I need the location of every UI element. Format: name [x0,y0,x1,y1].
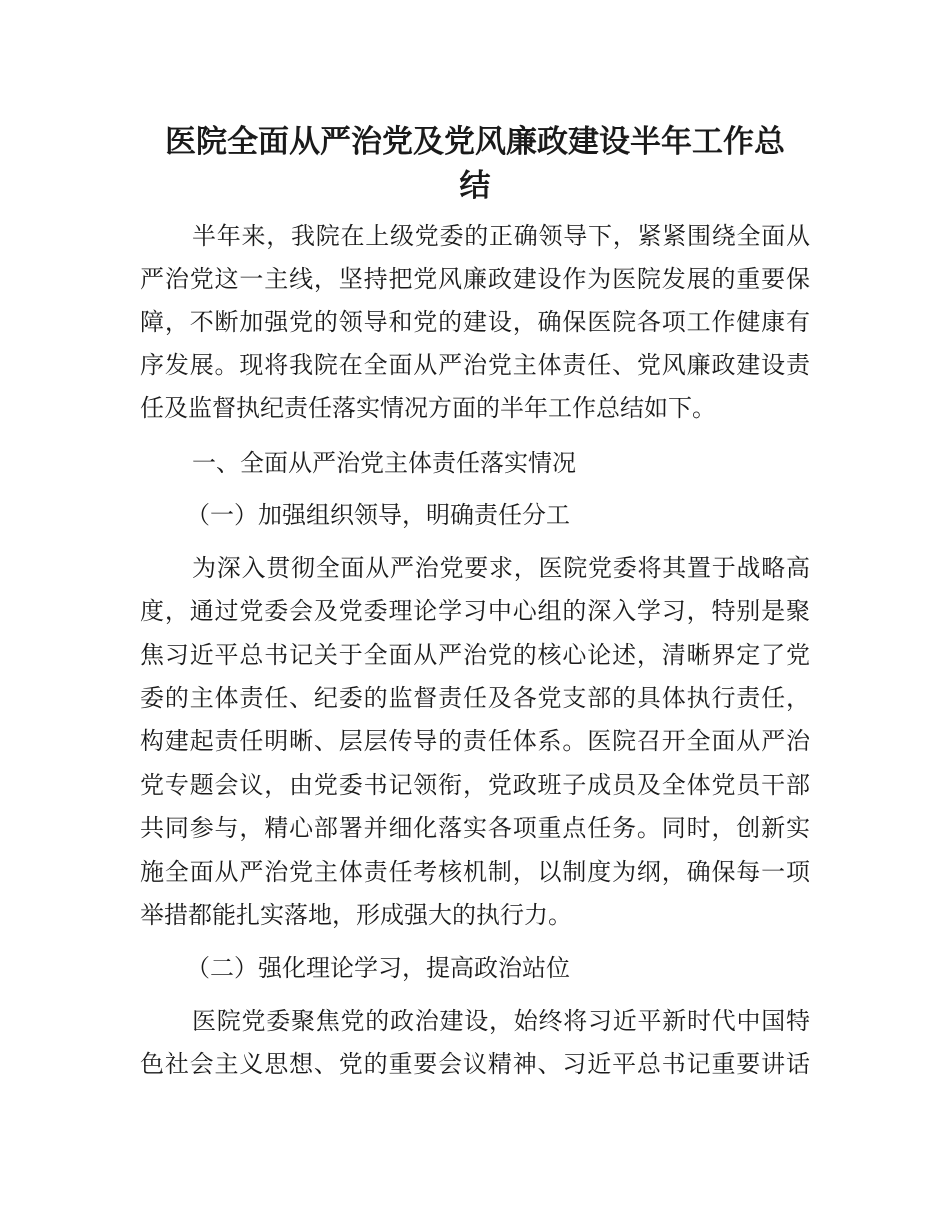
section-1-heading: 一、全面从严治党主体责任落实情况 [192,449,576,477]
subsection-1-line-8: 施全面从严治党主体责任考核机制，以制度为纲，确保每一项 [140,858,810,886]
document-title-line-2: 结 [459,168,491,204]
intro-paragraph-line-3: 障，不断加强党的领导和党的建设，确保医院各项工作健康有 [140,308,810,336]
subsection-1-heading: （一）加强组织领导，明确责任分工 [186,501,570,529]
intro-paragraph-line-1: 半年来，我院在上级党委的正确领导下，紧紧围绕全面从 [192,222,810,250]
subsection-1-line-6: 党专题会议，由党委书记领衔，党政班子成员及全体党员干部 [140,771,810,799]
subsection-2-line-1: 医院党委聚焦党的政治建设，始终将习近平新时代中国特 [192,1007,810,1035]
subsection-1-line-9: 举措都能扎实落地，形成强大的执行力。 [140,901,572,929]
subsection-1-line-4: 委的主体责任、纪委的监督责任及各党支部的具体执行责任， [140,684,810,712]
intro-paragraph-line-5: 任及监督执纪责任落实情况方面的半年工作总结如下。 [140,394,716,422]
subsection-1-line-1: 为深入贯彻全面从严治党要求，医院党委将其置于战略高 [192,554,810,582]
subsection-1-line-2: 度，通过党委会及党委理论学习中心组的深入学习，特别是聚 [140,597,810,625]
document-title-line-1: 医院全面从严治党及党风廉政建设半年工作总 [165,124,785,160]
subsection-2-heading: （二）强化理论学习，提高政治站位 [186,954,570,982]
subsection-1-line-3: 焦习近平总书记关于全面从严治党的核心论述，清晰界定了党 [140,641,810,669]
subsection-1-line-7: 共同参与，精心部署并细化落实各项重点任务。同时，创新实 [140,814,810,842]
intro-paragraph-line-4: 序发展。现将我院在全面从严治党主体责任、党风廉政建设责 [140,351,810,379]
subsection-2-line-2: 色社会主义思想、党的重要会议精神、习近平总书记重要讲话 [140,1050,810,1078]
subsection-1-line-5: 构建起责任明晰、层层传导的责任体系。医院召开全面从严治 [140,727,810,755]
intro-paragraph-line-2: 严治党这一主线，坚持把党风廉政建设作为医院发展的重要保 [140,265,810,293]
